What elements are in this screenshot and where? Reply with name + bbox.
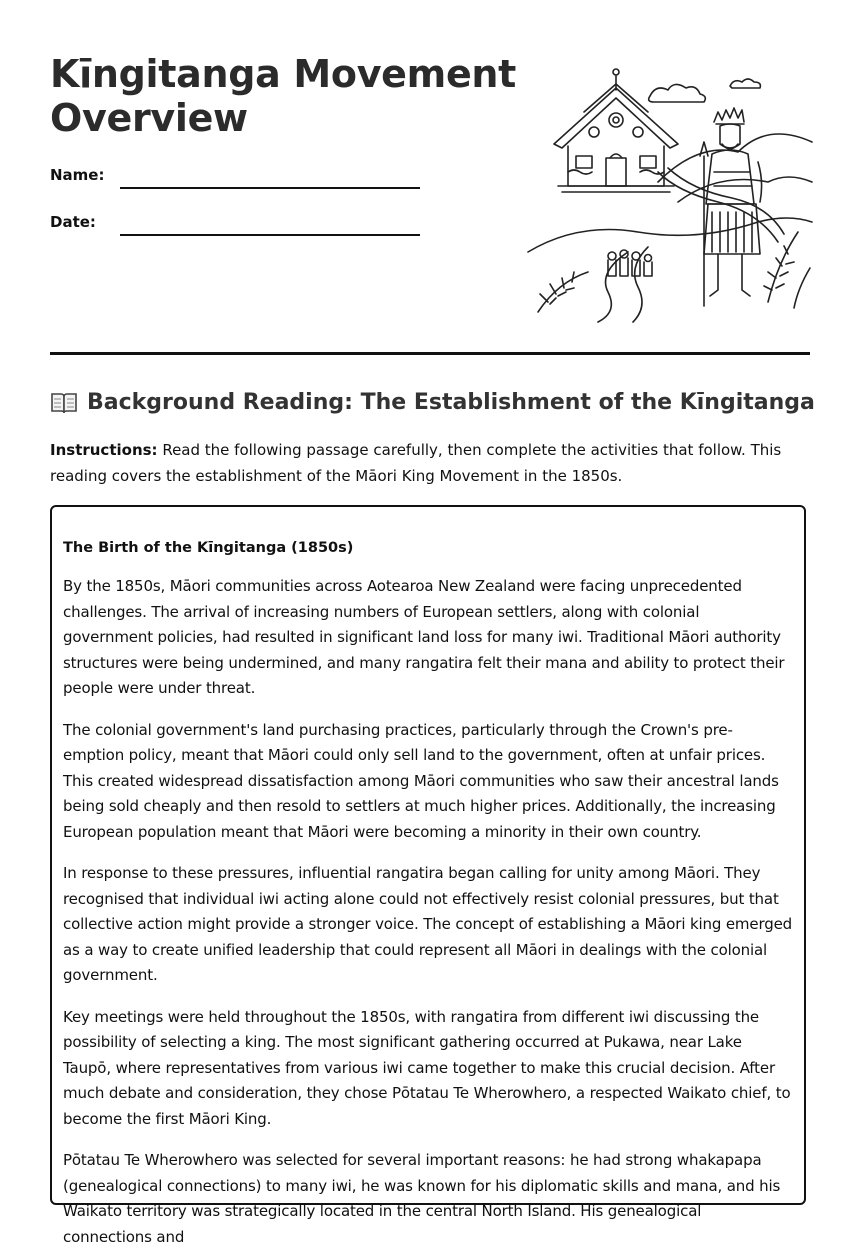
title-line-1: Kīngitanga Movement xyxy=(50,52,517,96)
instructions-label: Instructions: xyxy=(50,441,158,459)
open-book-icon xyxy=(50,391,78,415)
date-input-line[interactable] xyxy=(120,234,420,236)
marae-chief-illustration-icon xyxy=(528,62,812,322)
reading-paragraph-2: The colonial government's land purchasing practices, particularly through the Crown's pre-emption policy, meant that Māori could only sell land to the government, often at unfair prices. This created widespread dissatisfaction among Māori communities who saw their ancestral lands being sold cheaply and then resold to settlers at much higher prices. Additionally, the increasing European population meant that Māori were becoming a minority in their own country. xyxy=(63,720,779,841)
date-field[interactable] xyxy=(50,211,420,235)
reading-paragraph-4: Key meetings were held throughout the 1850s, with rangatira from different iwi discussing the possibility of selecting a king. The most significant gathering occurred at Pukawa, near Lake Taupō, where representatives from various iwi came together to make this crucial decision. After much debate and consideration, they chose Pōtatau Te Wherowhero, a respected Waikato chief, to become the first Māori King. xyxy=(63,1007,791,1128)
reading-title: The Birth of the Kīngitanga (1850s) xyxy=(63,540,354,556)
date-label: Date: xyxy=(50,213,96,231)
reading-paragraph-3: In response to these pressures, influential rangatira began calling for unity among Māori. They recognised that individual iwi acting alone could not effectively resist colonial pressures, but that collective action might provide a stronger voice. The concept of establishing a Māori king emerged as a way to create unified leadership that could represent all Māori in dealings with the colonial government. xyxy=(63,864,793,984)
instructions-text: Read the following passage carefully, then complete the activities that follow. This reading covers the establishment of the Māori King Movement in the 1850s. xyxy=(50,441,782,485)
name-label: Name: xyxy=(50,166,105,184)
reading-paragraph-5: Pōtatau Te Wherowhero was selected for several important reasons: he had strong whakapapa (genealogical connections) to many iwi, he was known for his diplomatic skills and mana, and his Waikato territory was strategically located in the central North Island. His genealogical connections and xyxy=(63,1151,781,1246)
worksheet-page xyxy=(50,0,815,1246)
page-title xyxy=(50,52,516,140)
name-field[interactable] xyxy=(50,164,420,188)
section-heading-text: Background Reading: The Establishment of the Kīngitanga xyxy=(87,390,815,415)
section-heading xyxy=(50,388,815,418)
reading-passage-box xyxy=(50,505,806,1246)
name-input-line[interactable] xyxy=(120,187,420,189)
worksheet-header xyxy=(50,0,810,355)
instructions xyxy=(50,438,810,489)
reading-paragraph-1: By the 1850s, Māori communities across Aotearoa New Zealand were facing unprecedented challenges. The arrival of increasing numbers of European settlers, along with colonial government policies, had resulted in significant land loss for many iwi. Traditional Māori authority structures were being undermined, and many rangatira felt their mana and ability to protect their people were under threat. xyxy=(63,577,785,697)
title-line-2: Overview xyxy=(50,96,248,140)
